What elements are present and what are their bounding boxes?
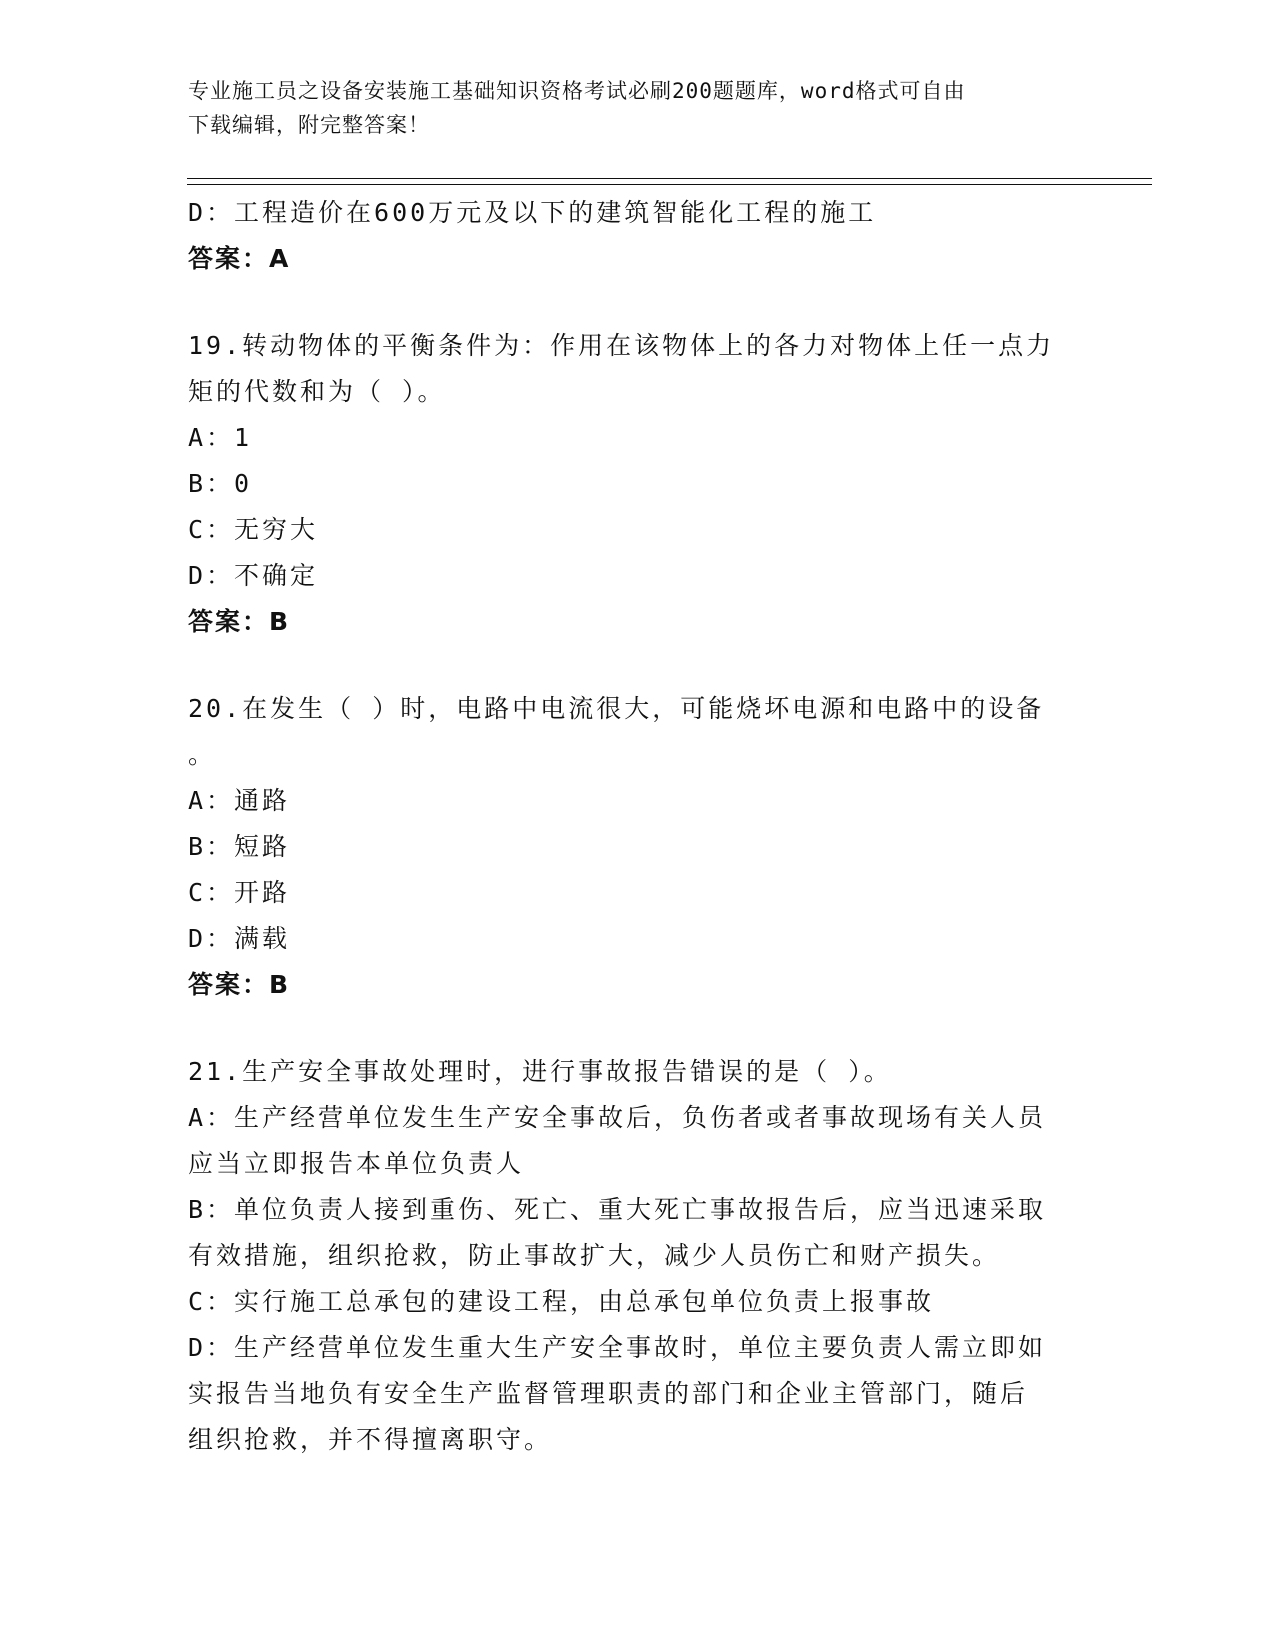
question-stem: 21.生产安全事故处理时，进行事故报告错误的是（ ）。 (188, 1057, 892, 1086)
question-21 (188, 1049, 1068, 1463)
header-rule-bottom (187, 184, 1152, 185)
option-d: D：生产经营单位发生重大生产安全事故时，单位主要负责人需立即如 (188, 1333, 1047, 1362)
answer-label: 答案：A (188, 244, 291, 273)
option-a: A：1 (188, 423, 253, 452)
option-b: B：0 (188, 469, 253, 498)
option-d-continued: 实报告当地负有安全生产监督管理职责的部门和企业主管部门，随后 (188, 1379, 1029, 1408)
option-a: A：生产经营单位发生生产安全事故后，负伤者或者事故现场有关人员 (188, 1103, 1047, 1132)
option-c: C：开路 (188, 878, 291, 907)
option-a-continued: 应当立即报告本单位负责人 (188, 1149, 525, 1178)
option-c: C：无穷大 (188, 515, 319, 544)
option-a: A：通路 (188, 786, 291, 815)
option-c: C：实行施工总承包的建设工程，由总承包单位负责上报事故 (188, 1287, 935, 1316)
answer-label: 答案：B (188, 607, 291, 636)
document-body (188, 190, 1068, 1463)
answer-label: 答案：B (188, 970, 291, 999)
header-line-2: 下载编辑，附完整答案！ (188, 113, 430, 137)
document-header (188, 74, 1068, 142)
option-b-continued: 有效措施，组织抢救，防止事故扩大，减少人员伤亡和财产损失。 (188, 1241, 1001, 1270)
option-b: B：短路 (188, 832, 291, 861)
option-d: D：不确定 (188, 561, 319, 590)
question-stem: 19.转动物体的平衡条件为：作用在该物体上的各力对物体上任一点力 (188, 331, 1055, 360)
question-18-tail (188, 190, 1068, 282)
question-stem: 20.在发生（ ）时，电路中电流很大，可能烧坏电源和电路中的设备 (188, 694, 1045, 723)
option-d: D：满载 (188, 924, 291, 953)
question-20 (188, 686, 1068, 1008)
header-rule-top (187, 178, 1152, 179)
question-stem-continued: 。 (188, 740, 217, 769)
option-d-continued: 组织抢救，并不得擅离职守。 (188, 1425, 553, 1454)
header-line-1: 专业施工员之设备安装施工基础知识资格考试必刷200题题库，word格式可自由 (188, 79, 966, 103)
option-d: D：工程造价在600万元及以下的建筑智能化工程的施工 (188, 198, 877, 227)
option-b: B：单位负责人接到重伤、死亡、重大死亡事故报告后，应当迅速采取 (188, 1195, 1047, 1224)
question-stem-continued: 矩的代数和为（ ）。 (188, 377, 446, 406)
question-19 (188, 323, 1068, 645)
